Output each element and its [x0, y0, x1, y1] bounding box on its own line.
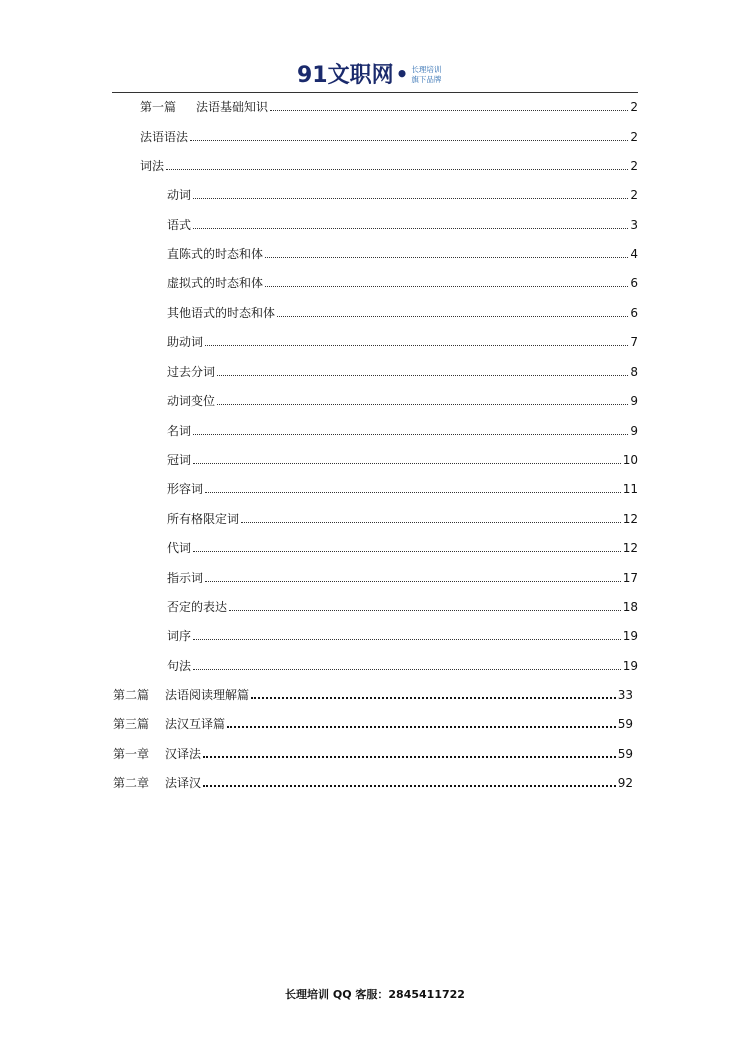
toc-page-number: 59 [617, 747, 633, 761]
toc-entry-title: 法译汉 [165, 776, 202, 790]
toc-page-number: 17 [622, 571, 638, 585]
toc-entry[interactable] [140, 100, 638, 114]
toc-entry[interactable] [113, 717, 633, 731]
toc-entry[interactable] [167, 629, 638, 643]
toc-entry[interactable] [113, 688, 633, 702]
page-footer: 长理培训 QQ 客服：2845411722 [285, 988, 465, 1001]
toc-entry-title: 否定的表达 [167, 600, 228, 614]
toc-entry-title: 过去分词 [167, 365, 216, 379]
toc-entry-title: 其他语式的时态和体 [167, 306, 276, 320]
toc-leader [193, 434, 628, 435]
toc-entry-title: 名词 [167, 424, 192, 438]
toc-chapter-number: 第二章 [113, 776, 150, 790]
toc-leader [270, 110, 628, 111]
toc-page-number: 9 [630, 424, 638, 438]
toc-page-number: 59 [617, 717, 633, 731]
toc-entry-title: 助动词 [167, 335, 204, 349]
toc-page-number: 10 [622, 453, 638, 467]
toc-entry-title: 词序 [167, 629, 192, 643]
toc-entry[interactable] [167, 306, 638, 320]
toc-entry-title: 所有格限定词 [167, 512, 240, 526]
toc-leader [205, 492, 621, 493]
toc-leader [205, 345, 628, 346]
toc-leader [193, 198, 628, 199]
logo-tagline [411, 65, 441, 85]
toc-entry[interactable] [140, 159, 638, 173]
toc-entry[interactable] [167, 365, 638, 379]
toc-leader [251, 697, 616, 699]
toc-part-number: 第三篇 [113, 717, 150, 731]
toc-entry[interactable] [113, 747, 633, 761]
toc-page-number: 2 [630, 130, 638, 144]
toc-page-number: 6 [630, 306, 638, 320]
toc-entry-title: 冠词 [167, 453, 192, 467]
toc-entry[interactable] [167, 188, 638, 202]
toc-page-number: 8 [630, 365, 638, 379]
toc-leader [193, 551, 621, 552]
toc-leader [265, 286, 628, 287]
toc-entry[interactable] [167, 424, 638, 438]
toc-page-number: 2 [630, 188, 638, 202]
toc-page-number: 18 [622, 600, 638, 614]
toc-entry-title: 直陈式的时态和体 [167, 247, 264, 261]
toc-leader [277, 316, 628, 317]
toc-page-number: 92 [617, 776, 633, 790]
toc-leader [193, 669, 621, 670]
toc-leader [241, 522, 621, 523]
toc-page-number: 3 [630, 218, 638, 232]
toc-entry[interactable] [167, 453, 638, 467]
toc-entry-title: 指示词 [167, 571, 204, 585]
logo-dot: • [395, 61, 409, 86]
toc-entry[interactable] [167, 541, 638, 555]
logo-tagline-1: 长理培训 [411, 64, 442, 74]
toc-page-number: 19 [622, 629, 638, 643]
toc-entry[interactable] [167, 600, 638, 614]
toc-leader [193, 228, 628, 229]
toc-page-number: 12 [622, 512, 638, 526]
page-header [112, 54, 638, 93]
toc-page-number: 33 [617, 688, 633, 702]
toc-entry-title: 法语基础知识 [196, 100, 269, 114]
toc-entry[interactable] [167, 276, 638, 290]
brand-logo [297, 58, 441, 89]
toc-page-number: 19 [622, 659, 638, 673]
toc-leader [205, 581, 621, 582]
toc-entry-title: 语式 [167, 218, 192, 232]
toc-page-number: 2 [630, 159, 638, 173]
toc-entry[interactable] [167, 218, 638, 232]
toc-page-number: 2 [630, 100, 638, 114]
toc-page-number: 11 [622, 482, 638, 496]
toc-entry-title: 动词变位 [167, 394, 216, 408]
toc-entry[interactable] [167, 247, 638, 261]
toc-leader [265, 257, 628, 258]
toc-entry-title: 形容词 [167, 482, 204, 496]
toc-page-number: 6 [630, 276, 638, 290]
toc-page-number: 4 [630, 247, 638, 261]
toc-chapter-number: 第一章 [113, 747, 150, 761]
toc-leader [193, 639, 621, 640]
toc-entry-title: 法汉互译篇 [165, 717, 226, 731]
toc-entry-title: 词法 [140, 159, 165, 173]
toc-part-number: 第一篇 [140, 100, 177, 114]
toc-entry[interactable] [167, 482, 638, 496]
toc-entry-title: 动词 [167, 188, 192, 202]
toc-leader [203, 785, 616, 787]
toc-leader [227, 726, 616, 728]
toc-entry[interactable] [167, 659, 638, 673]
toc-entry-title: 法语阅读理解篇 [165, 688, 250, 702]
toc-entry[interactable] [140, 130, 638, 144]
toc-entry[interactable] [167, 571, 638, 585]
toc-entry-title: 法语语法 [140, 130, 189, 144]
toc-entry[interactable] [167, 512, 638, 526]
toc-page-number: 9 [630, 394, 638, 408]
toc-entry-title: 代词 [167, 541, 192, 555]
toc-page-number: 12 [622, 541, 638, 555]
toc-leader [217, 404, 628, 405]
logo-tagline-2: 旗下品牌 [411, 74, 442, 84]
toc-page-number: 7 [630, 335, 638, 349]
toc-leader [193, 463, 621, 464]
toc-leader [190, 140, 628, 141]
toc-entry[interactable] [167, 394, 638, 408]
logo-text: 91文职网 [297, 63, 394, 88]
toc-part-number: 第二篇 [113, 688, 150, 702]
toc-entry-title: 汉译法 [165, 747, 202, 761]
toc-leader [217, 375, 628, 376]
toc-leader [229, 610, 621, 611]
toc-entry[interactable] [167, 335, 638, 349]
toc-entry-title: 句法 [167, 659, 192, 673]
toc-entry[interactable] [113, 776, 633, 790]
toc-leader [203, 756, 616, 758]
toc-entry-title: 虚拟式的时态和体 [167, 276, 264, 290]
toc-leader [166, 169, 628, 170]
